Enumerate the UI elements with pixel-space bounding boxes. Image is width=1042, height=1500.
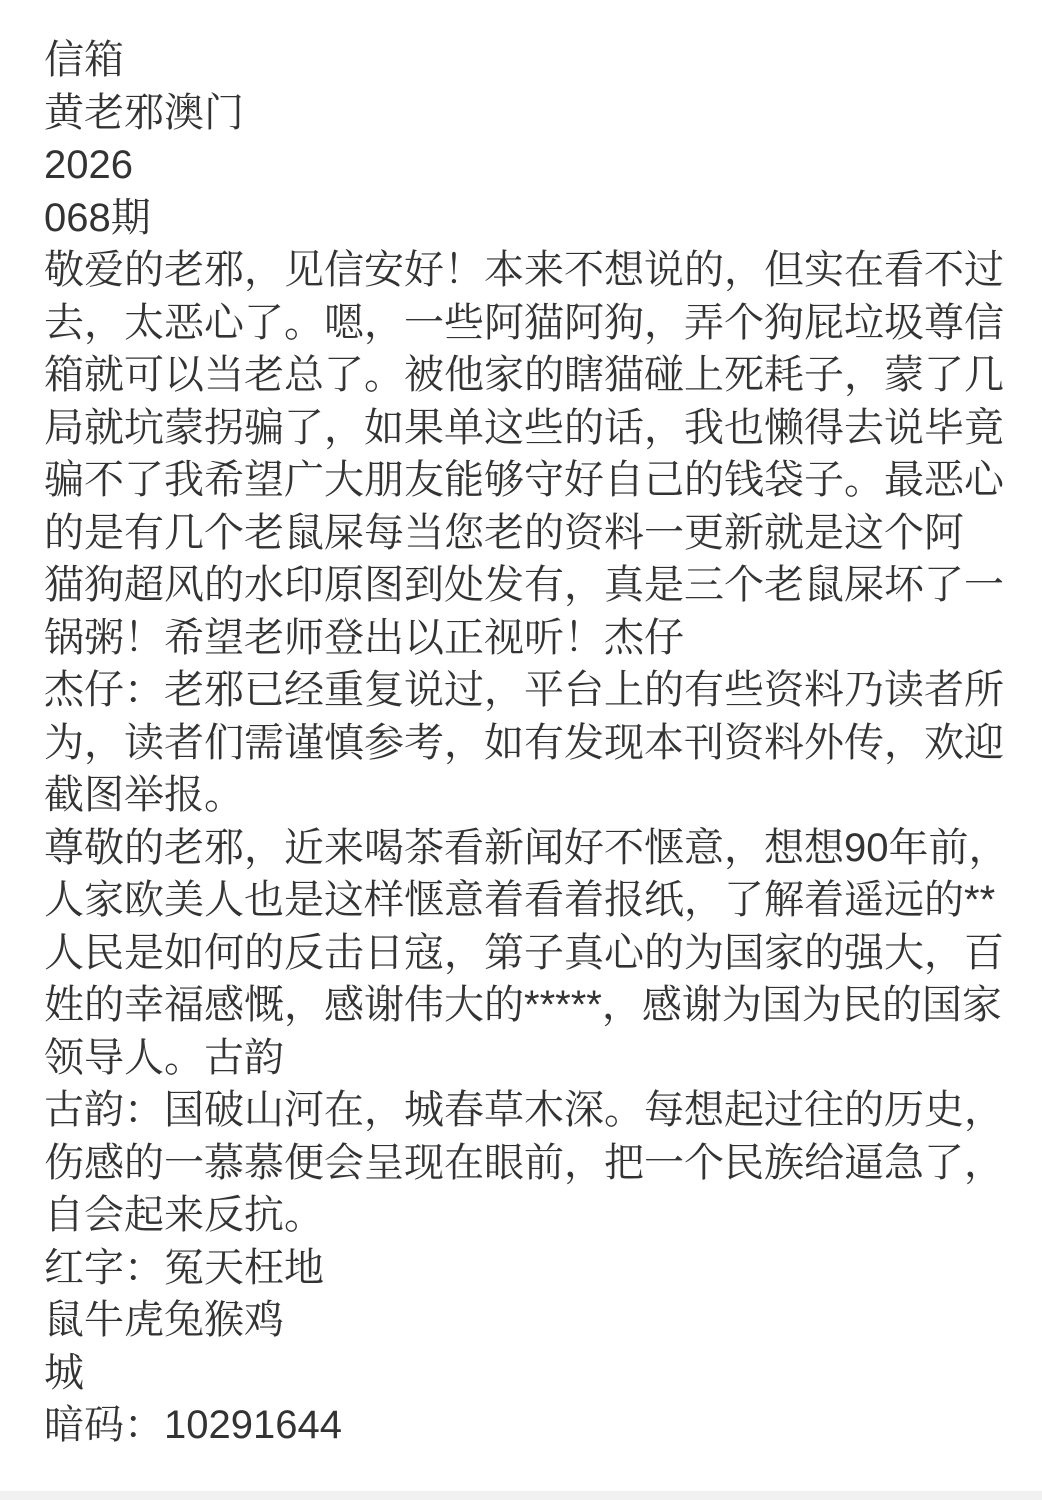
text-line: 锅粥！希望老师登出以正视听！杰仔	[44, 615, 684, 660]
text-line-issue: 068期	[44, 195, 151, 240]
text-line: 自会起来反抗。	[44, 1193, 324, 1237]
text-line: 箱就可以当老总了。被他家的瞎猫碰上死耗子，蒙了几	[44, 353, 1004, 397]
bottom-edge-strip	[0, 1491, 1042, 1500]
text-line: 截图举报。	[44, 773, 244, 817]
text-line: 姓的幸福感慨，感谢伟大的*****，感谢为国为民的国家	[44, 983, 1002, 1027]
letter-text-block	[44, 34, 1009, 1452]
text-line: 为，读者们需谨慎参考，如有发现本刊资料外传，欢迎	[44, 720, 1004, 765]
text-line-city: 城	[44, 1350, 84, 1395]
text-line-red-word: 红字：冤天枉地	[44, 1245, 324, 1290]
text-line-zodiac: 鼠牛虎兔猴鸡	[44, 1298, 284, 1342]
text-line: 杰仔：老邪已经重复说过，平台上的有些资料乃读者所	[44, 668, 1004, 712]
text-line: 骗不了我希望广大朋友能够守好自己的钱袋子。最恶心	[44, 458, 1004, 502]
text-line-title: 信箱	[44, 38, 124, 82]
text-line: 古韵：国破山河在，城春草木深。每想起过往的历史，	[44, 1088, 1004, 1132]
text-line: 领导人。古韵	[44, 1035, 284, 1080]
text-line-secret-code: 暗码：10291644	[44, 1403, 342, 1447]
text-line: 尊敬的老邪，近来喝茶看新闻好不惬意，想想90年前，	[44, 825, 1009, 870]
text-line: 伤感的一慕慕便会呈现在眼前，把一个民族给逼急了，	[44, 1140, 1004, 1185]
text-line: 局就坑蒙拐骗了，如果单这些的话，我也懒得去说毕竟	[44, 405, 1004, 450]
text-line: 的是有几个老鼠屎每当您老的资料一更新就是这个阿	[44, 510, 964, 555]
text-line: 人民是如何的反击日寇，第子真心的为国家的强大，百	[44, 930, 1004, 975]
text-line: 去，太恶心了。嗯，一些阿猫阿狗，弄个狗屁垃圾尊信	[44, 300, 1004, 345]
text-line: 人家欧美人也是这样惬意着看着报纸，了解着遥远的**	[44, 878, 996, 922]
text-line-brand: 黄老邪澳门	[44, 90, 244, 135]
text-line-year: 2026	[44, 143, 133, 187]
text-line: 敬爱的老邪，见信安好！本来不想说的，但实在看不过	[44, 248, 1004, 292]
text-line: 猫狗超风的水印原图到处发有，真是三个老鼠屎坏了一	[44, 563, 1004, 607]
